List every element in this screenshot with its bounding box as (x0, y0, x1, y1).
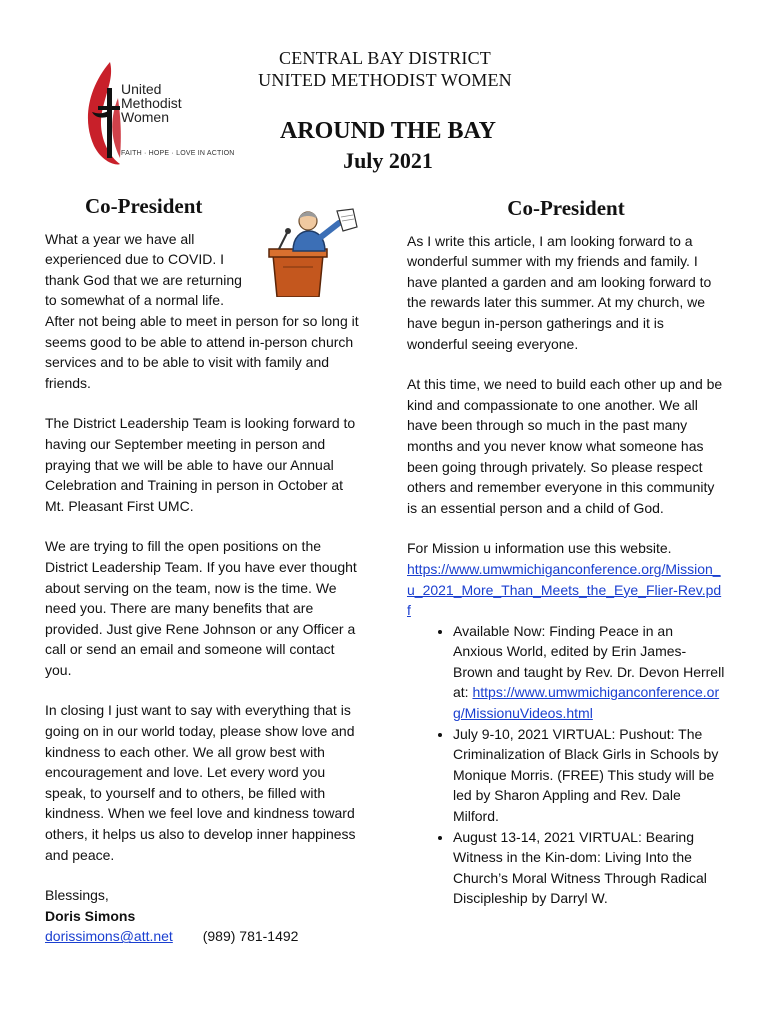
newsletter-title: AROUND THE BAY (279, 118, 497, 144)
contact-line (45, 926, 363, 947)
signature-block (45, 885, 363, 947)
district-name: CENTRAL BAY DISTRICT (278, 48, 491, 68)
mission-u-flier-link[interactable]: https://www.umwmichiganconference.org/Mission_u_2021_More_Than_Meets_the_Eye_Flier-Rev.pdf (407, 560, 722, 619)
mission-u-intro: For Mission u information use this website. (407, 540, 672, 557)
left-paragraph-3: We are trying to fill the open positions on the District Leadership Team. If you have ever thought about serving on the team, now is the time. We need you. There are many benefits that are provided. Just give Rene Johnson or any Officer a call or send an email and someone will contact you. (45, 538, 357, 678)
right-paragraph-2: At this time, we need to build each other up and be kind and compassionate to one another. We all have been through so much in the past many months and you never know what someone has been going through privately. So please respect others and remember everyone in this community is an essential person and a child of God. (407, 376, 723, 516)
logo-line-3: Women (121, 109, 169, 125)
speaker-at-podium-clipart-icon (253, 207, 373, 297)
mission-u-events-list (407, 621, 725, 909)
left-paragraph-2: The District Leadership Team is looking forward to having our September meeting in person and praying that we will be able to have our Annual Celebration and Training in person in October at Mt. Pleasant First UMC. (45, 415, 356, 514)
event-description: Available Now: Finding Peace in an Anxious World, edited by Erin James-Brown and taught by Rev. Dr. Devon Herrell at: (453, 622, 725, 701)
organization-name: UNITED METHODIST WOMEN (258, 70, 512, 90)
newsletter-date: July 2021 (343, 148, 433, 173)
logo-tagline: FAITH · HOPE · LOVE IN ACTION (121, 150, 235, 157)
list-item (453, 621, 725, 724)
left-paragraph-1: What a year we have all experienced due to COVID. I thank God that we are returning to somewhat of a normal life. After not being able to meet in person for so long it seems good to be able to attend in-person church services and to be able to visit with family and friends. (45, 230, 359, 391)
email-link[interactable]: dorissimons@att.net (45, 928, 173, 945)
masthead (0, 0, 770, 200)
mission-u-videos-link[interactable]: https://www.umwmichiganconference.org/MissionuVideos.html (453, 684, 720, 722)
list-item (453, 724, 725, 827)
left-column-heading: Co-President (85, 194, 203, 218)
left-paragraph-4: In closing I just want to say with everything that is going on in our world today, please show love and kindness to each other. We all grow best with encouragement and love. Let every word you speak, to yourself and to others, be filled with kindness. When we feel love and kindness toward others, it helps us also to develop inner happiness and peace. (45, 702, 356, 863)
right-column-co-president (407, 198, 725, 909)
event-description: August 13-14, 2021 VIRTUAL: Bearing Witness in the Kin-dom: Living Into the Church’s Moral Witness Through Radical Discipleship by Darryl W. (453, 828, 707, 907)
right-column-heading: Co-President (507, 196, 625, 220)
logo-line-1: United (121, 81, 162, 97)
list-item (453, 827, 725, 909)
closing-salutation: Blessings, (45, 887, 109, 904)
left-column-co-president (45, 196, 363, 947)
signer-name: Doris Simons (45, 907, 136, 924)
event-description: July 9-10, 2021 VIRTUAL: Pushout: The Criminalization of Black Girls in Schools by Monique Morris. (FREE) This study will be led by Sharon Appling and Rev. Dale Milford. (453, 725, 719, 825)
mission-u-info (407, 538, 725, 909)
phone-number: (989) 781-1492 (202, 928, 299, 945)
right-paragraph-1: As I write this article, I am looking forward to a wonderful summer with my friends and family. I have planted a garden and am looking forward to the rewards later this summer. At my church, we have begun in-person gatherings and it is wonderful seeing everyone. (407, 232, 712, 352)
logo-line-2: Methodist (121, 95, 182, 111)
